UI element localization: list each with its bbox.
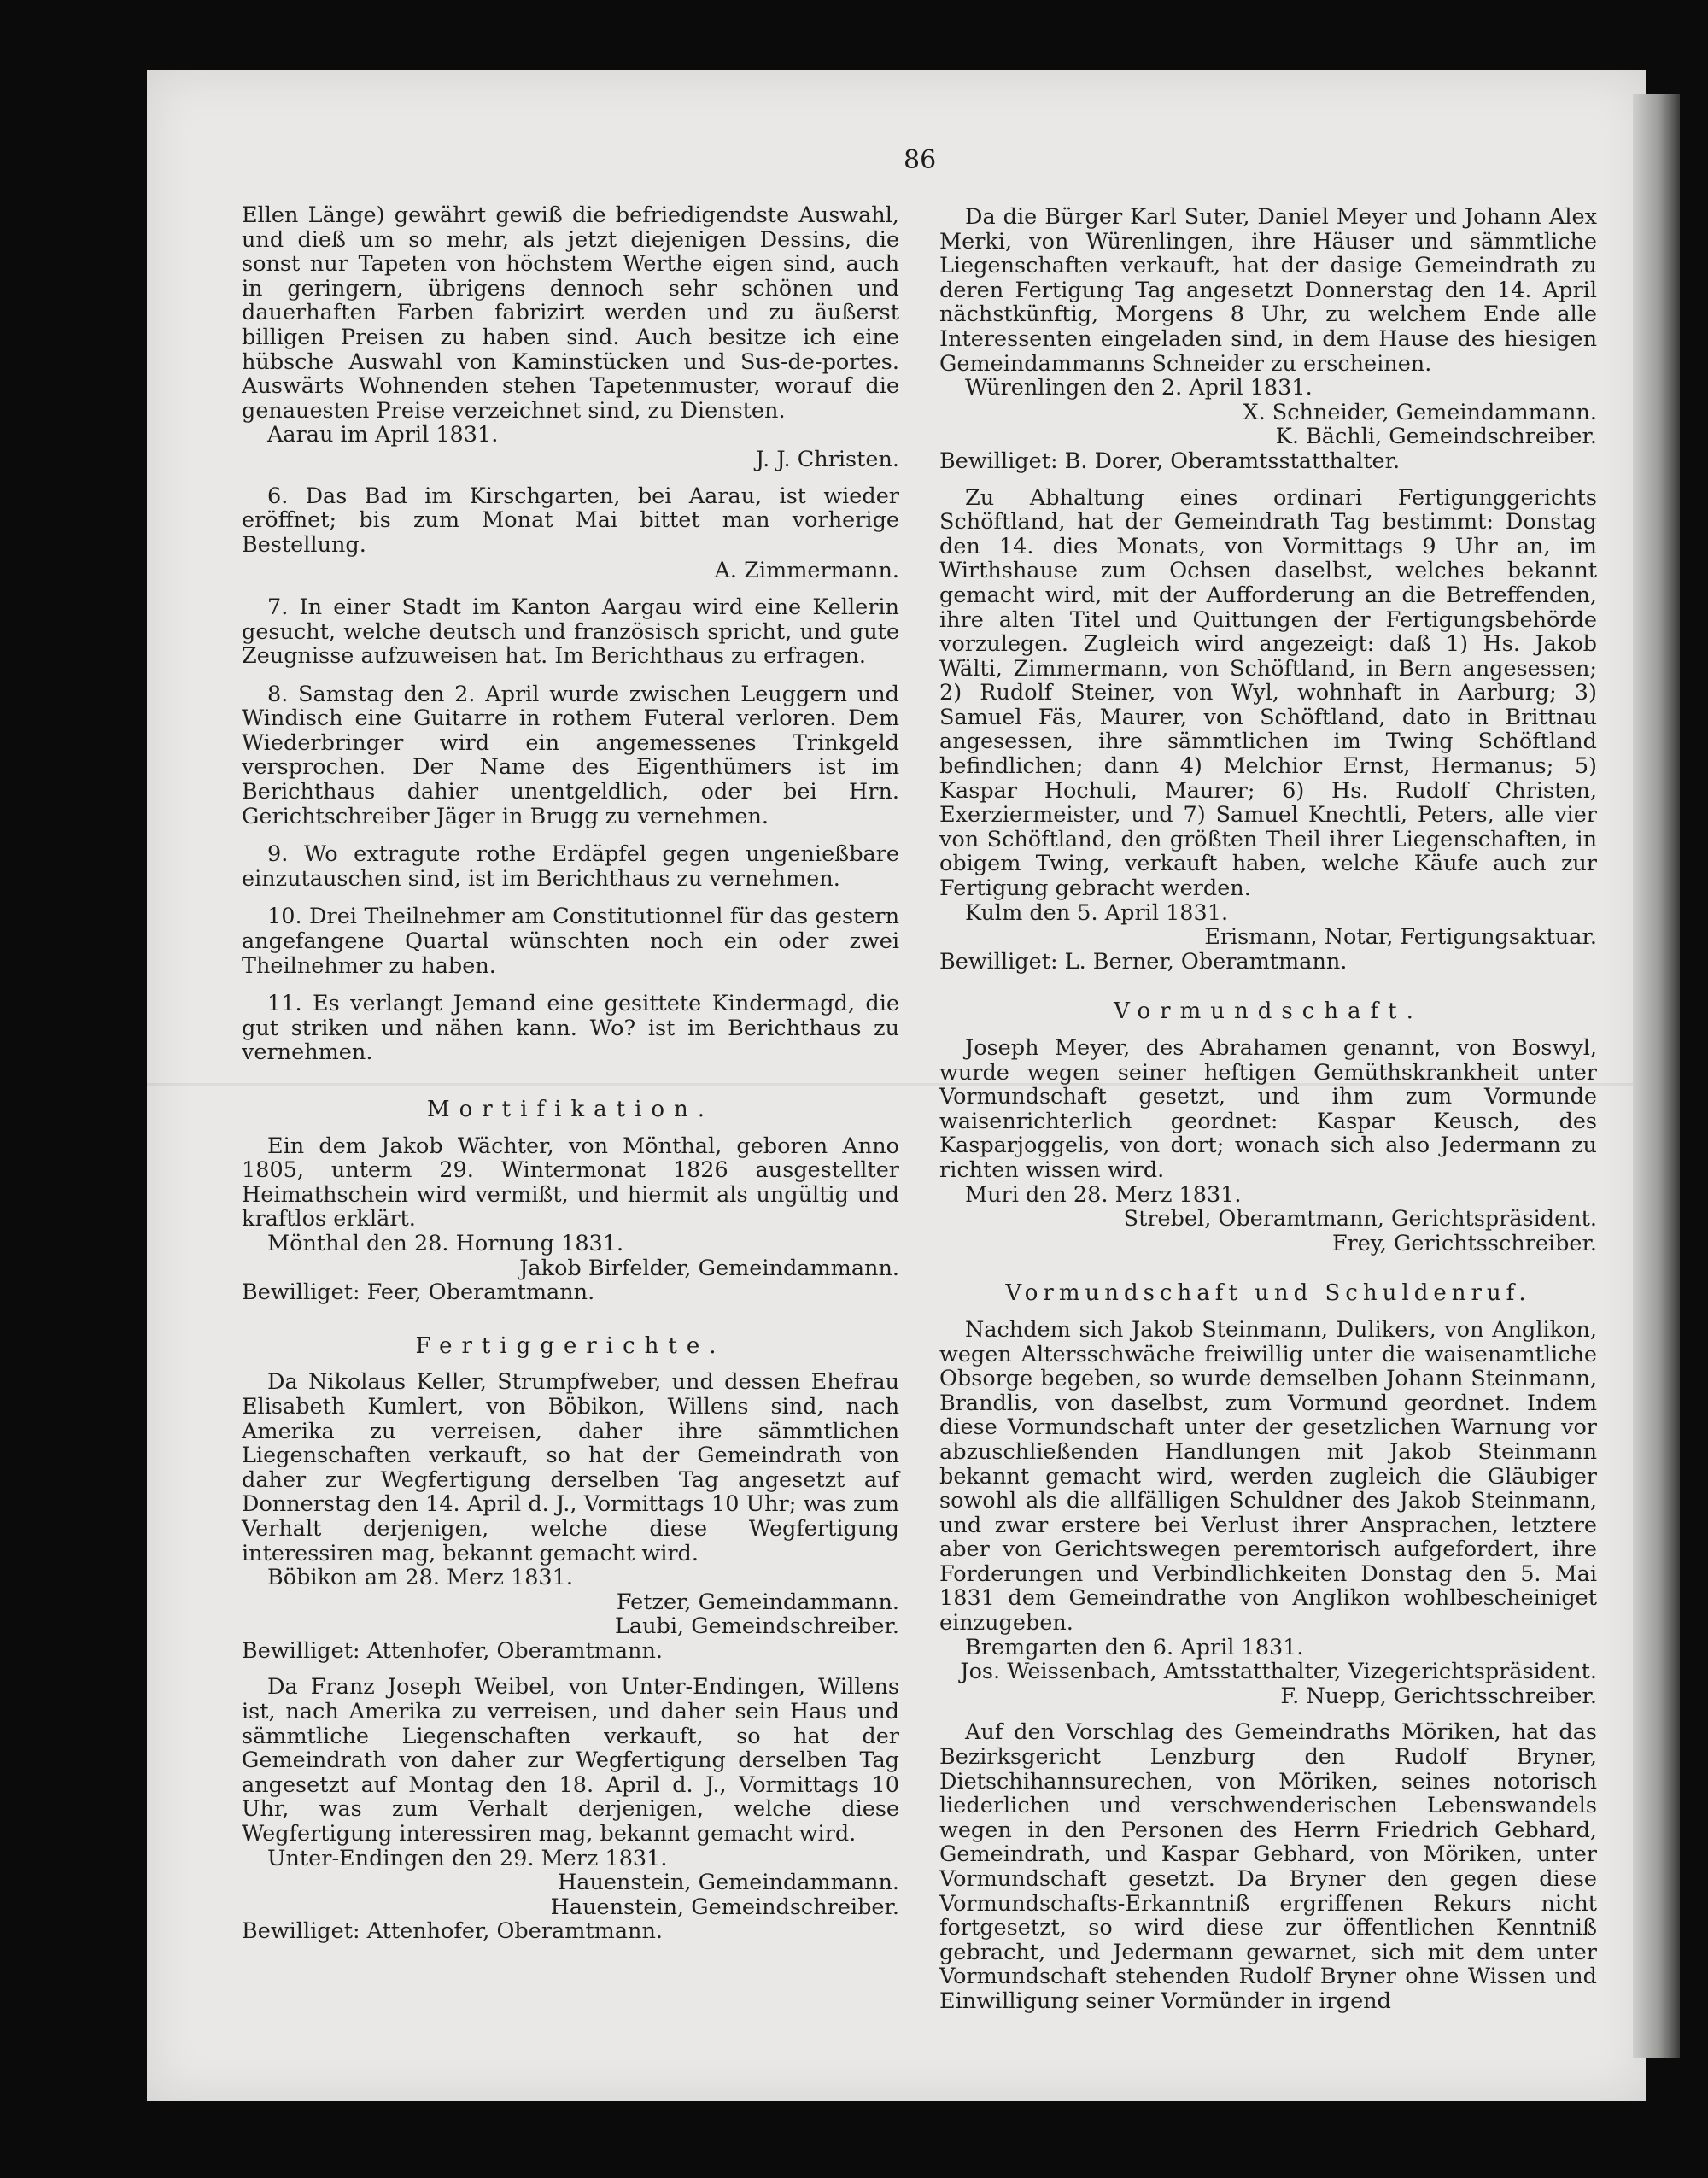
vormundschaft-text: Joseph Meyer, des Abrahamen genannt, von Boswyl, wurde wegen seiner heftigen Gemüthskrankheit unter Vormundschaft gesetzt, und ihm zum Vormunde waisenrichterlich geordnet: Kaspar Keusch, des Kasparjoggelis, von dort; wonach sich also Jedermann zu richten wissen wird. (939, 1035, 1597, 1183)
section-heading-mortifikation: Mortifikation. (426, 1097, 715, 1122)
schuldenruf-text: Nachdem sich Jakob Steinmann, Dulikers, von Anglikon, wegen Altersschwäche freiwillig unter die waisenamtliche Obsorge begeben, so wurde demselben Johann Steinmann, Brandlis, von daselbst, zum Vormund geordnet. Indem diese Vormundschaft unter der gesetzlichen Warnung vor abzuschließenden Handlungen mit Jakob Steinmann bekannt gemacht wird, werden zugleich die Gläubiger sowohl als die allfälligen Schuldner des Jakob Steinmann, und zwar erstere bei Verlust ihrer Ansprachen, letztere aber von Gerichtswegen peremtorisch aufgefordert, ihre Forderungen und Verbindlichkeiten Donstag den 5. Mai 1831 dem Gemeindrathe von Anglikon wohlbescheiniget einzugeben. (939, 1316, 1597, 1636)
section-heading-vormundschaft: Vormundschaft. (1114, 998, 1423, 1025)
mortifikation-approval: Bewilliget: Feer, Oberamtmann. (242, 1279, 595, 1306)
fertiggericht-boebikon-signature-2: Laubi, Gemeindschreiber. (614, 1613, 899, 1640)
notice-9: 9. Wo extragute rothe Erdäpfel gegen ungenießbare einzutauschen sind, ist im Berichthaus zu vernehmen. (242, 841, 899, 892)
schuldenruf-signature-1: Jos. Weissenbach, Amtsstatthalter, Vizegerichtspräsident. (960, 1659, 1597, 1685)
schoeftland-text: Zu Abhaltung eines ordinari Fertigunggerichts Schöftland, hat der Gemeindrath Tag bestimmt: Donstag den 14. dies Monats, von Vormittags 9 Uhr an, im Wirthshause zum Ochsen daselbst, welches bekannt gemacht wird, mit der Aufforderung an die Betreffenden, ihre alten Titel und Quittungen der Fertigungsbehörde vorzulegen. Zugleich wird angezeigt: daß 1) Hs. Jakob Wälti, Zimmermann, von Schöftland, in Bern angesessen; 2) Rudolf Steiner, von Wyl, wohnhaft in Aarburg; 3) Samuel Fäs, Maurer, von Schöftland, dato in Brittnau angesessen, ihre sämmtlichen im Twing Schöftland befindlichen; dann 4) Melchior Ernst, Hermanus; 5) Kaspar Hochuli, Maurer; 6) Hs. Rudolf Christen, Exerziermeister, und 7) Samuel Knechtli, Peters, alle vier von Schöftland, den größten Theil ihrer Liegenschaften, in obigem Twing, verkauft haben, welche Käufe auch zur Fertigung gebracht werden. (939, 484, 1597, 902)
fertiggericht-endingen-text: Da Franz Joseph Weibel, von Unter-Endingen, Willens ist, nach Amerika zu verreisen, und daher sein Haus und sämmtliche Liegenschaften verkauft, so hat der Gemeindrath von daher zur Wegfertigung derselben Tag angesetzt auf Montag den 18. April d. J., Vormittags 10 Uhr, was zum Verhalt derjenigen, welche diese Wegfertigung interessiren mag, bekannt gemacht wird. (242, 1674, 899, 1847)
fertiggericht-endingen-date: Unter-Endingen den 29. Merz 1831. (267, 1845, 668, 1871)
wallpaper-ad-date: Aarau im April 1831. (267, 422, 499, 448)
left-column (242, 203, 899, 1944)
mortifikation-signature: Jakob Birfelder, Gemeindammann. (519, 1255, 899, 1281)
right-column (939, 205, 1597, 2014)
schoeftland-date: Kulm den 5. April 1831. (965, 899, 1229, 926)
wuerenlingen-signature-1: X. Schneider, Gemeindammann. (1243, 399, 1597, 425)
fertiggericht-boebikon-date: Böbikon am 28. Merz 1831. (267, 1565, 573, 1591)
notice-10: 10. Drei Theilnehmer am Constitutionnel für das gestern angefangene Quartal wünschten noch ein oder zwei Theilnehmer zu haben. (242, 904, 899, 979)
schoeftland-approval: Bewilliget: L. Berner, Oberamtmann. (939, 948, 1348, 975)
fertiggericht-boebikon-approval: Bewilliget: Attenhofer, Oberamtmann. (242, 1637, 663, 1664)
mortifikation-text: Ein dem Jakob Wächter, von Mönthal, geboren Anno 1805, unterm 29. Wintermonat 1826 ausgestellter Heimathschein wird vermißt, und hiermit als ungültig und kraftlos erklärt. (242, 1133, 899, 1232)
notice-8: 8. Samstag den 2. April wurde zwischen Leuggern und Windisch eine Guitarre in rothem Futeral verloren. Dem Wiederbringer wird ein angemessenes Trinkgeld versprochen. Der Name des Eigenthümers ist im Berichthaus dahier unentgeldlich, oder bei Hrn. Gerichtschreiber Jäger in Brugg zu vernehmen. (242, 681, 899, 829)
fertiggericht-endingen-approval: Bewilliget: Attenhofer, Oberamtmann. (242, 1918, 663, 1945)
vormundschaft-signature-2: Frey, Gerichtsschreiber. (1331, 1230, 1597, 1256)
fertiggericht-endingen-signature-1: Hauenstein, Gemeindammann. (558, 1870, 899, 1896)
wuerenlingen-date: Würenlingen den 2. April 1831. (965, 375, 1313, 401)
section-heading-schuldenruf: Vormundschaft und Schuldenruf. (1005, 1280, 1531, 1307)
vormundschaft-signature-1: Strebel, Oberamtmann, Gerichtspräsident. (1123, 1206, 1597, 1232)
vormundschaft-date: Muri den 28. Merz 1831. (965, 1181, 1242, 1208)
fertiggericht-endingen-signature-2: Hauenstein, Gemeindschreiber. (550, 1894, 899, 1920)
notice-6: 6. Das Bad im Kirschgarten, bei Aarau, ist wieder eröffnet; bis zum Monat Mai bittet man vorherige Bestellung. (242, 483, 899, 558)
mortifikation-date: Mönthal den 28. Hornung 1831. (267, 1230, 624, 1256)
wuerenlingen-signature-2: K. Bächli, Gemeindschreiber. (1275, 424, 1597, 450)
fertiggericht-boebikon-signature-1: Fetzer, Gemeindammann. (616, 1589, 899, 1615)
wuerenlingen-text: Da die Bürger Karl Suter, Daniel Meyer und Johann Alex Merki, von Würenlingen, ihre Häuser und sämmtliche Liegenschaften verkauft, hat der dasige Gemeindrath zu deren Fertigung Tag angesetzt Donnerstag den 14. April nächstkünftig, Morgens 8 Uhr, zu welchem Ende alle Interessenten eingeladen sind, in dem Hause des hiesigen Gemeindammanns Schneider zu erscheinen. (939, 204, 1597, 377)
wallpaper-ad-signature: J. J. Christen. (755, 446, 899, 472)
moeriken-text: Auf den Vorschlag des Gemeindraths Möriken, hat das Bezirksgericht Lenzburg den Rudolf Bryner, Dietschihannsurechen, von Möriken, seines notorisch liederlichen und verschwenderischen Lebenswandels wegen in den Personen des Herrn Friedrich Gebhard, Gemeindrath, und Kaspar Gebhard, von Möriken, unter Vormundschaft gesetzt. Da Bryner den gegen diese Vormundschafts-Erkanntniß ergriffenen Rekurs nicht fortgesetzt, so wird diese zur öffentlichen Kenntniß gebracht, und Jedermann gewarnet, sich mit dem unter Vormundschaft stehenden Rudolf Bryner ohne Wissen und Einwilligung seiner Vormünder in irgend (939, 1719, 1597, 2014)
fertiggericht-boebikon-text: Da Nikolaus Keller, Strumpfweber, und dessen Ehefrau Elisabeth Kumlert, von Böbikon, Willens sind, nach Amerika zu verreisen, daher ihre sämmtlichen Liegenschaften verkauft, so hat der Gemeindrath von daher zur Wegfertigung derselben Tag angesetzt auf Donnerstag den 14. April d. J., Vormittags 10 Uhr; was zum Verhalt derjenigen, welche diese Wegfertigung interessiren mag, bekannt gemacht wird. (242, 1369, 899, 1566)
page-fold-edge (1633, 94, 1680, 2058)
wallpaper-ad-text: Ellen Länge) gewährt gewiß die befriedigendste Auswahl, und dieß um so mehr, als jetzt diejenigen Dessins, die sonst nur Tapeten von höchstem Werthe eigen sind, auch in geringern, übrigens dennoch sehr schönen und dauerhaften Farben fabrizirt werden und zu äußerst billigen Preisen zu haben sind. Auch besitze ich eine hübsche Auswahl von Kaminstücken und Sus-de-portes. Auswärts Wohnenden stehen Tapetenmuster, worauf die genauesten Preise verzeichnet sind, zu Diensten. (242, 202, 899, 424)
page-number: 86 (904, 145, 937, 175)
notice-11: 11. Es verlangt Jemand eine gesittete Kindermagd, die gut striken und nähen kann. Wo? ist im Berichthaus zu vernehmen. (242, 991, 899, 1066)
schuldenruf-date: Bremgarten den 6. April 1831. (965, 1634, 1304, 1660)
schoeftland-signature: Erismann, Notar, Fertigungsaktuar. (1204, 924, 1597, 951)
notice-7: 7. In einer Stadt im Kanton Aargau wird eine Kellerin gesucht, welche deutsch und französisch spricht, und gute Zeugnisse aufzuweisen hat. Im Berichthaus zu erfragen. (242, 594, 899, 670)
schuldenruf-signature-2: F. Nuepp, Gerichtsschreiber. (1280, 1683, 1597, 1709)
notice-6-signature: A. Zimmermann. (714, 558, 899, 584)
section-heading-fertiggerichte: Fertiggerichte. (415, 1332, 726, 1359)
wuerenlingen-approval: Bewilliget: B. Dorer, Oberamtsstatthalter. (939, 448, 1401, 474)
